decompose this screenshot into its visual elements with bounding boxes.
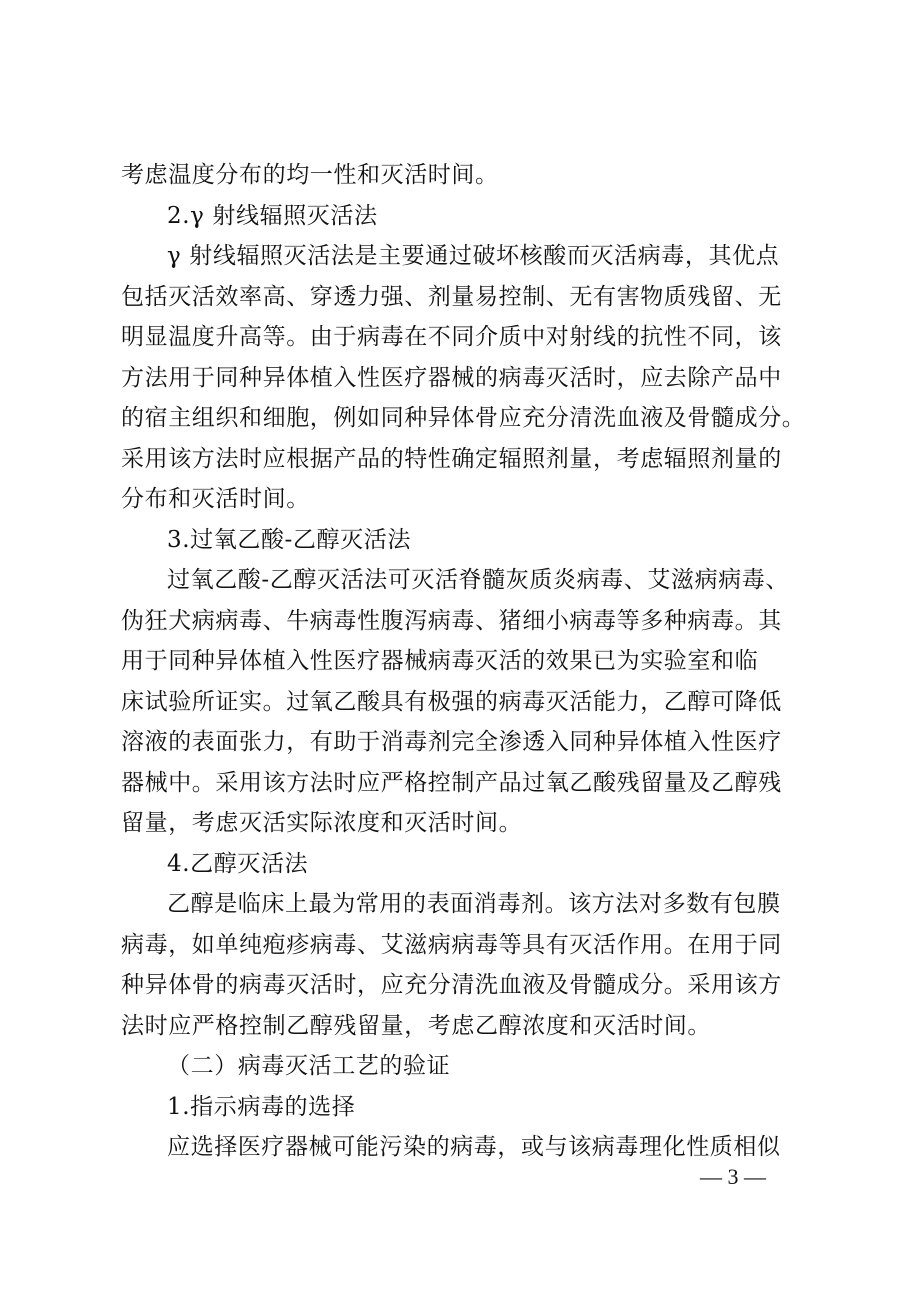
section-heading: 2.γ 射线辐照灭活法 <box>167 202 378 229</box>
text-line: 乙醇是临床上最为常用的表面消毒剂。该方法对多数有包膜 <box>167 891 781 917</box>
section-heading: 3.过氧乙酸-乙醇灭活法 <box>167 526 411 553</box>
text-line: 种异体骨的病毒灭活时，应充分清洗血液及骨髓成分。采用该方 <box>121 972 782 998</box>
text-line: 的宿主组织和细胞，例如同种异体骨应充分清洗血液及骨髓成分。 <box>121 405 806 431</box>
text-line: 用于同种异体植入性医疗器械病毒灭活的效果已为实验室和临 <box>121 648 759 674</box>
text-line: 法时应严格控制乙醇残留量，考虑乙醇浓度和灭活时间。 <box>121 1012 711 1039</box>
text-line: 明显温度升高等。由于病毒在不同介质中对射线的抗性不同，该 <box>121 324 782 350</box>
text-line: 方法用于同种异体植入性医疗器械的病毒灭活时，应去除产品中 <box>121 364 782 391</box>
text-line: 溶液的表面张力，有助于消毒剂完全渗透入同种异体植入性医疗 <box>121 729 782 755</box>
text-line: 留量，考虑灭活实际浓度和灭活时间。 <box>121 810 523 836</box>
section-heading: （二）病毒灭活工艺的验证 <box>167 1053 451 1079</box>
text-line: 病毒，如单纯疱疹病毒、艾滋病病毒等具有灭活作用。在用于同 <box>121 931 782 958</box>
page-number: — 3 — <box>700 1164 766 1189</box>
text-line: 采用该方法时应根据产品的特性确定辐照剂量，考虑辐照剂量的 <box>121 445 782 472</box>
section-heading: 1.指示病毒的选择 <box>167 1093 356 1120</box>
text-line: 分布和灭活时间。 <box>121 486 310 512</box>
text-line: 过氧乙酸-乙醇灭活法可灭活脊髓灰质炎病毒、艾滋病病毒、 <box>167 567 789 593</box>
text-line: γ 射线辐照灭活法是主要通过破坏核酸而灭活病毒，其优点 <box>167 243 780 269</box>
text-line: 床试验所证实。过氧乙酸具有极强的病毒灭活能力，乙醇可降低 <box>121 688 782 715</box>
section-heading: 4.乙醇灭活法 <box>167 850 309 877</box>
text-line: 应选择医疗器械可能污染的病毒，或与该病毒理化性质相似 <box>167 1134 781 1160</box>
text-line: 包括灭活效率高、穿透力强、剂量易控制、无有害物质残留、无 <box>121 283 782 310</box>
text-line: 考虑温度分布的均一性和灭活时间。 <box>121 162 499 188</box>
text-line: 器械中。采用该方法时应严格控制产品过氧乙酸残留量及乙醇残 <box>121 769 782 796</box>
text-line: 伪狂犬病病毒、牛病毒性腹泻病毒、猪细小病毒等多种病毒。其 <box>121 607 782 634</box>
document-body <box>121 155 811 1168</box>
